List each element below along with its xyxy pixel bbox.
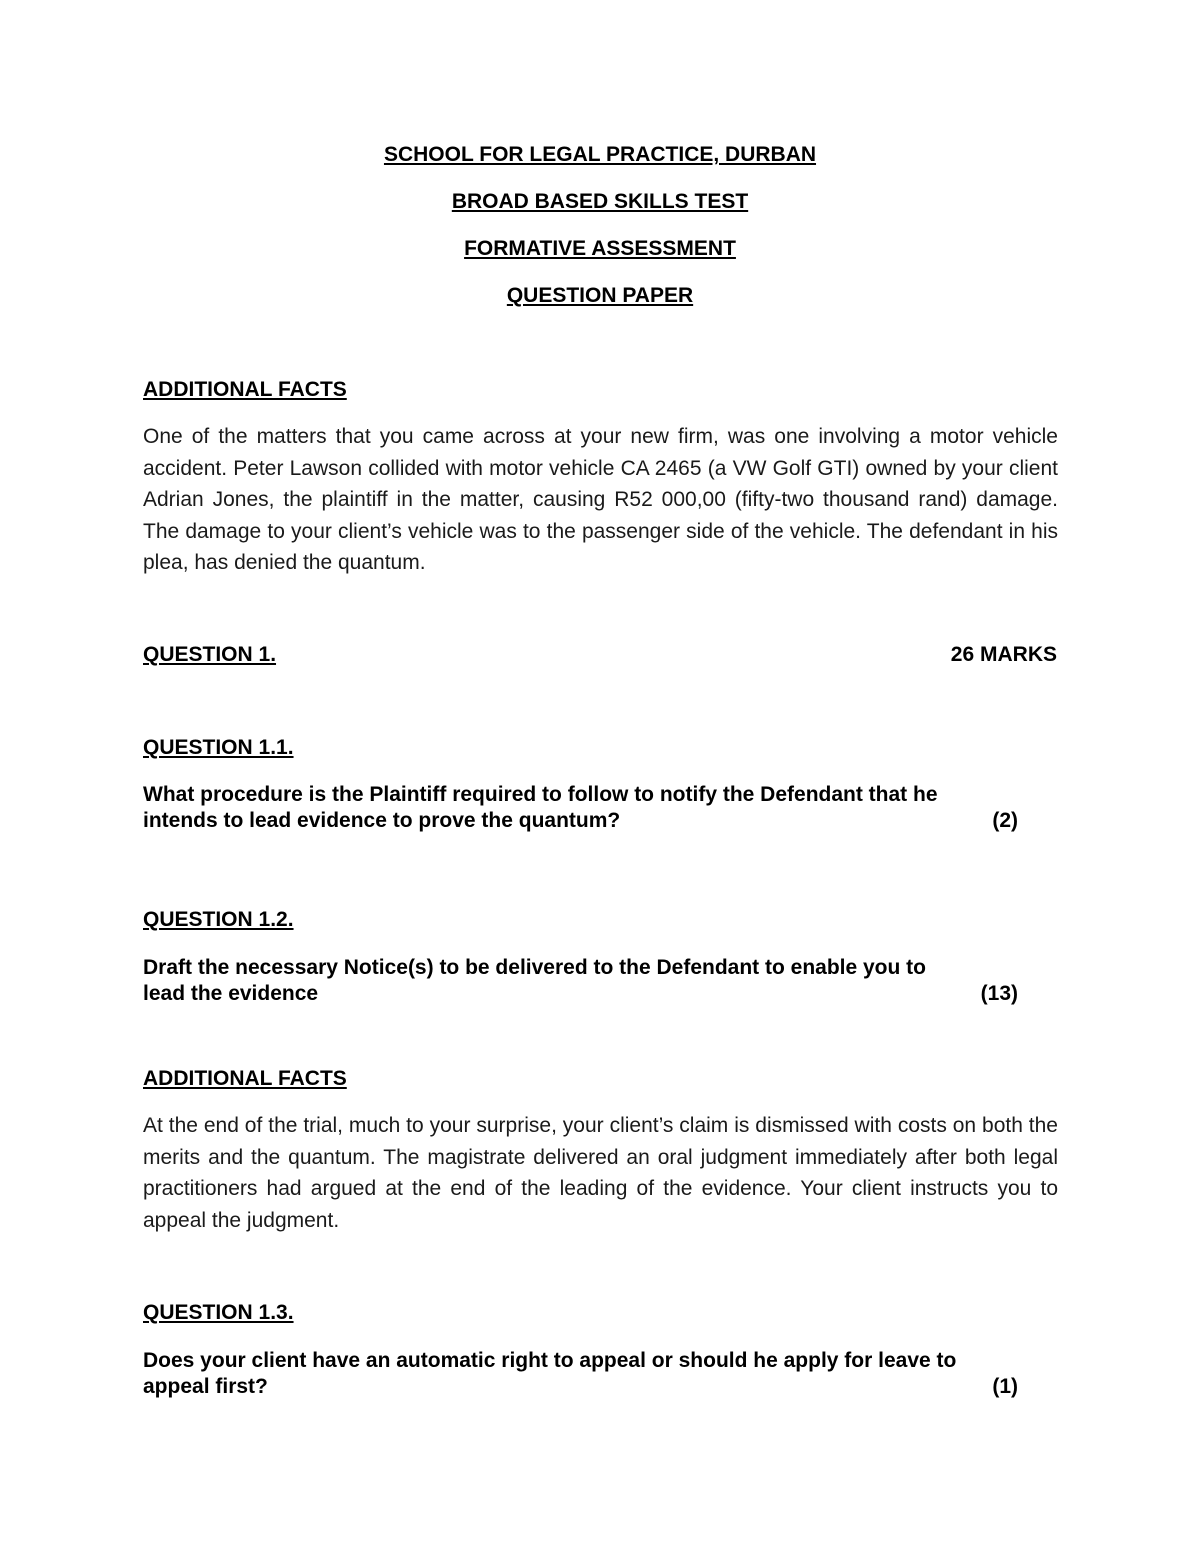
question-1-2-line-1: Draft the necessary Notice(s) to be delivered to the Defendant to enable you to bbox=[143, 956, 926, 979]
paper-title: QUESTION PAPER bbox=[506, 284, 694, 307]
assessment-title: FORMATIVE ASSESSMENT bbox=[464, 237, 736, 260]
school-title: SCHOOL FOR LEGAL PRACTICE, DURBAN bbox=[383, 143, 817, 166]
question-1-3-heading: QUESTION 1.3. bbox=[143, 1301, 294, 1324]
question-1-2-text bbox=[143, 955, 1058, 1007]
question-1-2-line-2-row bbox=[143, 981, 1058, 1007]
question-1-1-mark: (2) bbox=[992, 809, 1018, 832]
question-1-3-line-1: Does your client have an automatic right to appeal or should he apply for leave to bbox=[143, 1349, 957, 1372]
question-1-2-line-2: lead the evidence bbox=[143, 982, 319, 1005]
additional-facts-2-heading: ADDITIONAL FACTS bbox=[143, 1067, 347, 1090]
question-1-3-line-2: appeal first? bbox=[143, 1375, 268, 1398]
question-1-marks: 26 MARKS bbox=[950, 643, 1057, 666]
question-1-1-line-2-row bbox=[143, 808, 1058, 834]
question-1-3-line-2-row bbox=[143, 1374, 1058, 1400]
question-1-1-heading: QUESTION 1.1. bbox=[143, 736, 294, 759]
additional-facts-paragraph: One of the matters that you came across at your new firm, was one involving a motor vehicle accident. Peter Lawson collided with motor vehicle CA 2465 (a VW Golf GTI) owned by your client Adrian Jones, the plaintiff in the matter, causing R52 000,00 (fifty-two thousand rand) damage. The damage to your client’s vehicle was to the passenger side of the vehicle. The defendant in his plea, has denied the quantum. bbox=[143, 425, 1058, 574]
additional-facts-2-paragraph: At the end of the trial, much to your surprise, your client’s claim is dismissed with costs on both the merits and the quantum. The magistrate delivered an oral judgment immediately after both legal practitioners had argued at the end of the leading of the evidence. Your client instructs you to appeal the judgment. bbox=[143, 1114, 1058, 1232]
question-1-3-mark: (1) bbox=[992, 1375, 1018, 1398]
additional-facts-heading: ADDITIONAL FACTS bbox=[143, 378, 347, 401]
question-1-heading: QUESTION 1. bbox=[143, 643, 277, 666]
test-title: BROAD BASED SKILLS TEST bbox=[451, 190, 749, 213]
question-1-2-mark: (13) bbox=[980, 982, 1018, 1005]
question-1-3-text bbox=[143, 1348, 1058, 1400]
question-1-1-text bbox=[143, 782, 1058, 834]
question-1-1-line-2: intends to lead evidence to prove the quantum? bbox=[143, 809, 621, 832]
question-1-1-line-1: What procedure is the Plaintiff required to follow to notify the Defendant that he bbox=[143, 783, 938, 806]
question-1-2-heading: QUESTION 1.2. bbox=[143, 908, 294, 931]
